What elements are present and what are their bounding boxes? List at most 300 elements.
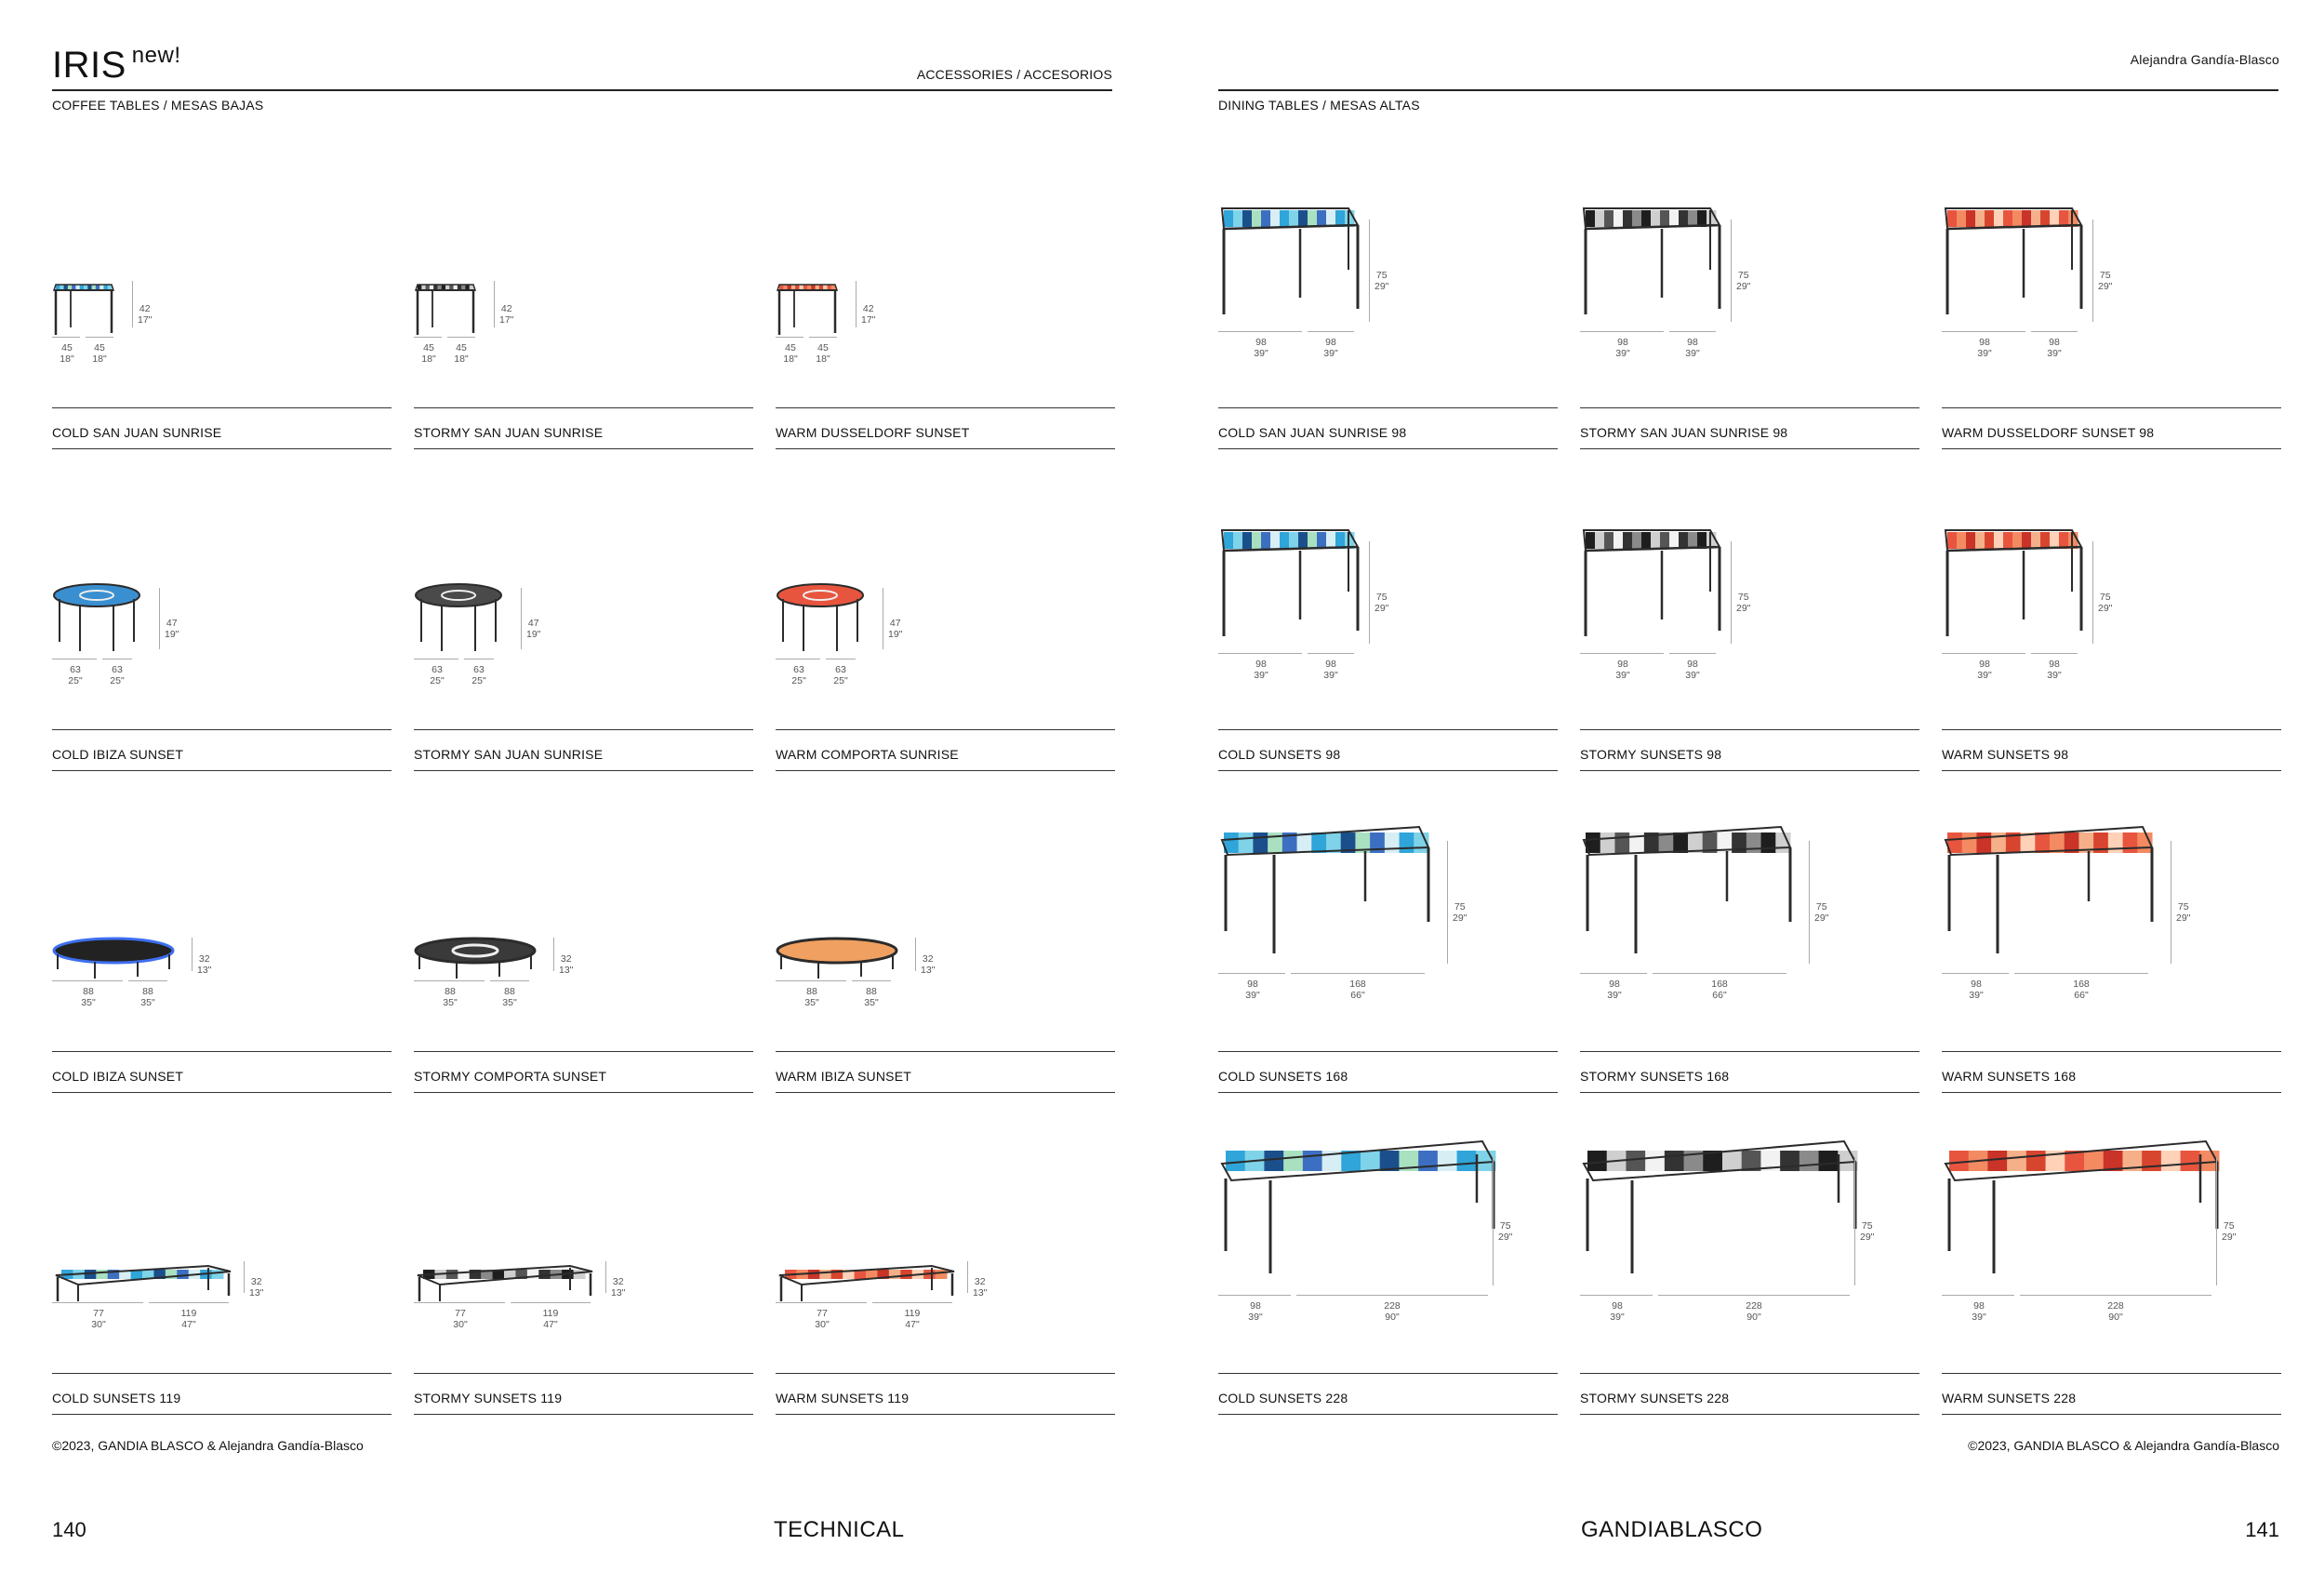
label-rule-bottom [52,448,392,449]
title-text: IRIS [52,45,126,86]
height-cm: 42 [500,303,512,314]
table-drawing [414,1262,600,1303]
depth-dimension [812,1308,832,1330]
label-rule-top [776,1051,1115,1052]
width-tick-1 [1942,653,2025,654]
product-cell [776,1187,1115,1418]
width-dimension [1741,1300,1767,1323]
width-cm: 168 [2073,979,2090,990]
depth-cm: 98 [1250,1300,1261,1312]
product-name: STORMY SUNSETS 119 [414,1391,563,1405]
height-in: 19" [888,629,903,640]
width-in: 90" [1746,1312,1761,1323]
depth-dimension [57,342,77,365]
width-cm: 63 [473,664,485,675]
height-cm: 32 [250,1276,262,1287]
height-dimension [1736,270,1750,292]
width-tick-1 [414,1302,505,1303]
label-rule-bottom [414,448,753,449]
width-tick-1 [1218,653,1302,654]
height-cm: 75 [1375,592,1388,603]
height-tick [1493,1157,1494,1285]
depth-in: 35" [81,997,96,1008]
height-tick [132,281,133,327]
width-tick-1 [1942,331,2025,332]
depth-in: 39" [1615,348,1630,359]
subsection-label: COFFEE TABLES / MESAS BAJAS [52,98,264,113]
table-drawing [776,281,841,337]
width-dimension [1680,337,1706,359]
product-name: COLD SUNSETS 119 [52,1391,181,1405]
width-dimension [1706,979,1733,1001]
height-cm: 75 [1737,270,1749,281]
label-rule-top [1580,1373,1919,1374]
product-name: WARM DUSSELDORF SUNSET [776,425,970,440]
product-cell [776,543,1115,774]
height-in: 13" [249,1287,264,1299]
label-rule-bottom [1218,770,1558,771]
width-in: 47" [181,1319,196,1330]
label-rule-top [1580,407,1919,408]
table-drawing [1580,823,1796,955]
product-name: COLD IBIZA SUNSET [52,747,184,762]
table-drawing [52,1262,238,1303]
width-in: 18" [454,353,469,365]
label-rule-bottom [776,770,1115,771]
label-rule-bottom [52,1092,392,1093]
height-cm: 32 [560,953,572,965]
width-tick-2 [1669,331,1716,332]
width-dimension [448,342,474,365]
depth-dimension [1613,659,1633,681]
width-cm: 88 [504,986,515,997]
width-cm: 98 [2049,337,2060,348]
label-rule-top [52,1051,392,1052]
new-badge: new! [131,43,181,68]
width-in: 35" [502,997,517,1008]
height-tick [2092,220,2093,322]
table-drawing [52,938,177,980]
label-rule-top [414,407,753,408]
height-dimension [1498,1220,1512,1243]
product-cell [776,221,1115,452]
depth-dimension [1974,337,1995,359]
label-rule-top [1218,1051,1558,1052]
height-cm: 47 [166,618,178,629]
width-in: 39" [1685,670,1700,681]
width-in: 39" [2047,348,2062,359]
width-in: 25" [110,675,125,686]
product-name: STORMY SUNSETS 168 [1580,1069,1730,1084]
product-cell [414,543,753,774]
width-dimension [1318,659,1344,681]
table-drawing [776,1262,962,1303]
width-tick-1 [1942,973,2009,974]
table-drawing [1580,526,1725,638]
width-dimension [497,986,523,1008]
width-tick-1 [1580,331,1664,332]
product-name: COLD SUNSETS 228 [1218,1391,1348,1405]
table-illustration [416,584,501,651]
width-in: 35" [864,997,879,1008]
depth-dimension [1251,337,1271,359]
table-illustration [416,939,535,979]
height-in: 29" [1860,1232,1875,1243]
height-in: 29" [1736,281,1751,292]
label-rule-top [1218,729,1558,730]
table-illustration [1584,1141,1858,1273]
depth-cm: 45 [423,342,434,353]
label-rule-top [52,729,392,730]
width-in: 90" [1385,1312,1400,1323]
table-drawing [1580,205,1725,316]
table-drawing [1218,205,1363,316]
width-in: 66" [1712,990,1727,1001]
width-in: 35" [140,997,155,1008]
height-cm: 42 [139,303,151,314]
depth-cm: 45 [61,342,73,353]
width-in: 18" [92,353,107,365]
height-tick [192,938,193,971]
height-tick [159,588,160,649]
height-tick [1809,841,1810,964]
width-in: 39" [2047,670,2062,681]
width-dimension [1345,979,1371,1001]
height-cm: 75 [2177,901,2189,912]
height-in: 29" [1498,1232,1513,1243]
product-cell [776,865,1115,1096]
width-tick-2 [809,337,837,338]
height-in: 17" [499,314,514,326]
product-cell [52,865,392,1096]
product-cell [52,1187,392,1418]
width-cm: 119 [180,1308,197,1319]
product-name: COLD SAN JUAN SUNRISE 98 [1218,425,1407,440]
width-in: 39" [1323,670,1338,681]
width-in: 66" [2074,990,2089,1001]
height-tick [2216,1157,2217,1285]
depth-in: 30" [91,1319,106,1330]
height-cm: 32 [974,1276,986,1287]
height-tick [967,1261,968,1293]
height-in: 29" [2098,281,2113,292]
depth-in: 39" [1977,670,1992,681]
width-dimension [538,1308,564,1330]
label-rule-bottom [414,1414,753,1415]
height-dimension [1814,901,1828,924]
table-drawing [1942,526,2087,638]
label-rule-bottom [414,770,753,771]
depth-in: 39" [1254,348,1268,359]
depth-cm: 98 [1617,337,1628,348]
table-illustration [777,939,896,979]
table-illustration [1222,1141,1496,1273]
depth-cm: 45 [785,342,796,353]
label-rule-top [776,1373,1115,1374]
product-cell [414,1187,753,1418]
width-dimension [1379,1300,1405,1323]
product-cell [1218,1187,1558,1418]
depth-dimension [78,986,99,1008]
height-tick [2092,541,2093,644]
depth-in: 39" [1972,1312,1986,1323]
width-dimension [899,1308,925,1330]
height-dimension [1453,901,1467,924]
width-cm: 228 [1384,1300,1401,1312]
header-rule-right [1218,89,2278,91]
width-tick-1 [52,980,123,981]
height-in: 29" [1374,281,1389,292]
label-rule-bottom [1580,770,1919,771]
depth-dimension [780,342,801,365]
label-rule-bottom [1580,1092,1919,1093]
depth-in: 25" [791,675,806,686]
depth-in: 39" [1254,670,1268,681]
depth-cm: 98 [1971,979,1982,990]
product-cell [1942,1187,2281,1418]
width-dimension [1680,659,1706,681]
product-name: COLD SUNSETS 98 [1218,747,1341,762]
table-illustration [777,285,837,335]
height-dimension [1860,1220,1874,1243]
height-in: 29" [2098,603,2113,614]
depth-dimension [450,1308,471,1330]
product-cell [1942,865,2281,1096]
width-tick-2 [1653,973,1786,974]
subsection-label-right: DINING TABLES / MESAS ALTAS [1218,98,1420,113]
product-cell [1218,221,1558,452]
depth-dimension [1974,659,1995,681]
depth-dimension [65,664,86,686]
depth-in: 18" [60,353,74,365]
width-tick-1 [414,980,485,981]
height-in: 13" [973,1287,988,1299]
height-cm: 32 [922,953,934,965]
depth-in: 30" [815,1319,830,1330]
designer-name: Alejandra Gandía-Blasco [2130,52,2279,67]
label-rule-bottom [1942,1092,2281,1093]
label-rule-top [414,1051,753,1052]
height-in: 19" [526,629,541,640]
width-tick-2 [86,337,113,338]
label-rule-top [1942,729,2281,730]
height-dimension [526,618,540,640]
product-name: COLD IBIZA SUNSET [52,1069,184,1084]
width-tick-2 [1658,1295,1850,1296]
width-in: 39" [1323,348,1338,359]
width-cm: 228 [1746,1300,1762,1312]
table-drawing [1218,526,1363,638]
label-rule-bottom [1218,448,1558,449]
width-cm: 98 [1325,337,1336,348]
table-illustration [54,939,173,979]
width-tick-2 [2031,653,2078,654]
width-tick-2 [447,337,475,338]
depth-cm: 77 [817,1308,828,1319]
depth-cm: 98 [1255,659,1267,670]
depth-in: 39" [1615,670,1630,681]
product-name: COLD SAN JUAN SUNRISE [52,425,222,440]
depth-cm: 77 [93,1308,104,1319]
width-dimension [810,342,836,365]
height-cm: 75 [1499,1220,1511,1232]
depth-dimension [440,986,460,1008]
depth-cm: 98 [1609,979,1620,990]
height-cm: 75 [1737,592,1749,603]
depth-in: 39" [1245,990,1260,1001]
height-dimension [611,1276,625,1299]
depth-dimension [1251,659,1271,681]
product-cell [1580,221,1919,452]
width-dimension [2041,659,2067,681]
height-tick [1369,220,1370,322]
depth-cm: 88 [806,986,817,997]
height-cm: 47 [527,618,539,629]
width-tick-1 [776,337,803,338]
height-cm: 75 [2223,1220,2235,1232]
product-name: COLD SUNSETS 168 [1218,1069,1348,1084]
label-rule-top [1942,1051,2281,1052]
height-in: 13" [559,965,574,976]
height-dimension [197,953,211,976]
table-drawing [1580,1138,1859,1275]
depth-dimension [1242,979,1263,1001]
depth-dimension [802,986,822,1008]
width-in: 90" [2108,1312,2123,1323]
height-tick [1447,841,1448,964]
depth-cm: 63 [70,664,81,675]
width-dimension [135,986,161,1008]
footer-word-right: GANDIABLASCO [1581,1517,1763,1542]
depth-dimension [418,342,439,365]
width-cm: 98 [1325,659,1336,670]
depth-dimension [88,1308,109,1330]
table-drawing [52,281,117,337]
label-rule-bottom [776,1414,1115,1415]
label-rule-top [1580,1051,1919,1052]
depth-cm: 88 [83,986,94,997]
depth-cm: 98 [1973,1300,1985,1312]
height-tick [856,281,857,327]
height-tick [244,1261,245,1293]
height-tick [1369,541,1370,644]
table-drawing [1218,1138,1497,1275]
product-cell [1942,543,2281,774]
product-name: WARM SUNSETS 98 [1942,747,2069,762]
depth-cm: 77 [455,1308,466,1319]
height-in: 29" [2222,1232,2237,1243]
depth-cm: 88 [445,986,456,997]
height-dimension [165,618,179,640]
table-illustration [1584,827,1791,953]
height-dimension [138,303,152,326]
width-cm: 168 [1349,979,1366,990]
depth-cm: 98 [1979,659,1990,670]
width-cm: 119 [904,1308,921,1319]
height-tick [915,938,916,971]
depth-dimension [1969,1300,1989,1323]
product-name: WARM SUNSETS 168 [1942,1069,2077,1084]
table-illustration [54,584,139,651]
product-name: STORMY SAN JUAN SUNRISE 98 [1580,425,1788,440]
width-tick-2 [1308,331,1354,332]
width-cm: 45 [817,342,829,353]
depth-in: 25" [430,675,445,686]
label-rule-bottom [776,448,1115,449]
product-cell [1218,865,1558,1096]
page-number-right: 141 [2245,1518,2279,1541]
width-dimension [176,1308,202,1330]
page-number-left: 140 [52,1518,86,1541]
height-cm: 42 [862,303,874,314]
width-tick-1 [1942,1295,2014,1296]
label-rule-top [1218,407,1558,408]
width-in: 47" [543,1319,558,1330]
depth-cm: 98 [1247,979,1258,990]
table-drawing [414,281,479,337]
label-rule-bottom [1218,1414,1558,1415]
width-tick-1 [1580,1295,1653,1296]
height-dimension [499,303,513,326]
product-name: WARM IBIZA SUNSET [776,1069,912,1084]
table-drawing [1218,823,1434,955]
height-in: 29" [2176,912,2191,924]
copyright-right: ©2023, GANDIA BLASCO & Alejandra Gandía-Blasco [1968,1438,2279,1453]
depth-dimension [789,664,809,686]
width-cm: 63 [112,664,123,675]
height-dimension [2222,1220,2236,1243]
height-in: 17" [138,314,153,326]
height-in: 19" [165,629,179,640]
depth-in: 35" [443,997,458,1008]
table-illustration [1946,208,2081,314]
label-rule-bottom [1218,1092,1558,1093]
table-illustration [1222,827,1429,953]
width-tick-1 [1218,1295,1291,1296]
label-rule-top [414,729,753,730]
width-dimension [86,342,113,365]
table-illustration [416,285,475,335]
depth-dimension [427,664,447,686]
width-cm: 98 [1687,659,1698,670]
height-cm: 75 [1454,901,1466,912]
copyright-left: ©2023, GANDIA BLASCO & Alejandra Gandía-Blasco [52,1438,364,1453]
header-rule-left [52,89,1112,91]
depth-dimension [1607,1300,1627,1323]
width-tick-2 [128,980,167,981]
height-tick [605,1261,606,1293]
section-label: ACCESSORIES / ACCESORIOS [916,67,1112,82]
depth-cm: 63 [432,664,443,675]
width-tick-2 [1291,973,1425,974]
product-name: WARM SUNSETS 228 [1942,1391,2077,1405]
product-name: STORMY SUNSETS 228 [1580,1391,1730,1405]
width-tick-1 [52,1302,143,1303]
depth-dimension [1245,1300,1266,1323]
height-cm: 75 [1815,901,1827,912]
table-illustration [779,1266,954,1301]
product-cell [52,221,392,452]
height-dimension [1736,592,1750,614]
product-cell [52,543,392,774]
product-cell [1942,221,2281,452]
footer-word-left: TECHNICAL [774,1517,905,1542]
height-cm: 47 [889,618,901,629]
label-rule-top [52,407,392,408]
width-tick-2 [2031,331,2078,332]
height-in: 17" [861,314,876,326]
width-tick-2 [872,1302,952,1303]
